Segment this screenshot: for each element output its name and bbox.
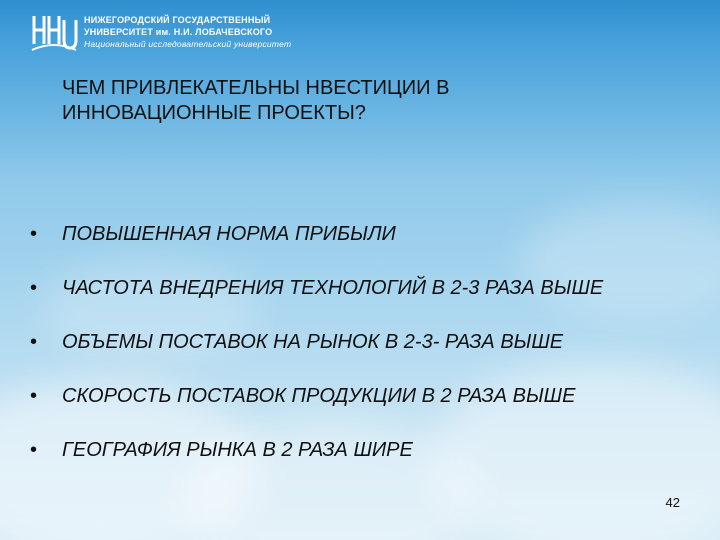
list-item bbox=[28, 268, 698, 308]
logo-line: Национальный исследовательский университет bbox=[84, 39, 292, 49]
bullet-dot: • bbox=[30, 277, 38, 299]
bullet-dot: • bbox=[30, 385, 38, 407]
page-number: 42 bbox=[665, 495, 680, 510]
slide-title-line: ЧЕМ ПРИВЛЕКАТЕЛЬНЫ НВЕСТИЦИИ В bbox=[62, 77, 450, 99]
list-item-text: ЧАСТОТА ВНЕДРЕНИЯ ТЕХНОЛОГИЙ В 2-3 РАЗА ВЫШЕ bbox=[62, 277, 604, 299]
logo-line: НИЖЕГОРОДСКИЙ ГОСУДАРСТВЕННЫЙ bbox=[84, 15, 271, 25]
university-name bbox=[84, 14, 291, 50]
list-item-text: ОБЪЕМЫ ПОСТАВОК НА РЫНОК В 2-3- РАЗА ВЫШЕ bbox=[62, 331, 564, 353]
bullet-dot: • bbox=[30, 223, 38, 245]
bullet-list bbox=[28, 214, 698, 484]
bullet-dot: • bbox=[30, 331, 38, 353]
list-item-text: ГЕОГРАФИЯ РЫНКА В 2 РАЗА ШИРЕ bbox=[62, 439, 413, 461]
slide-title-line: ИННОВАЦИОННЫЕ ПРОЕКТЫ? bbox=[62, 102, 366, 124]
list-item bbox=[28, 214, 698, 254]
list-item-text: ПОВЫШЕННАЯ НОРМА ПРИБЫЛИ bbox=[62, 223, 396, 245]
university-logo-icon bbox=[30, 10, 78, 54]
list-item bbox=[28, 322, 698, 362]
list-item-text: СКОРОСТЬ ПОСТАВОК ПРОДУКЦИИ В 2 РАЗА ВЫШЕ bbox=[62, 385, 576, 407]
list-item bbox=[28, 376, 698, 416]
slide-title bbox=[62, 76, 662, 126]
logo-line: УНИВЕРСИТЕТ им. Н.И. ЛОБАЧЕВСКОГО bbox=[84, 27, 273, 37]
list-item bbox=[28, 430, 698, 470]
bullet-dot: • bbox=[30, 439, 38, 461]
